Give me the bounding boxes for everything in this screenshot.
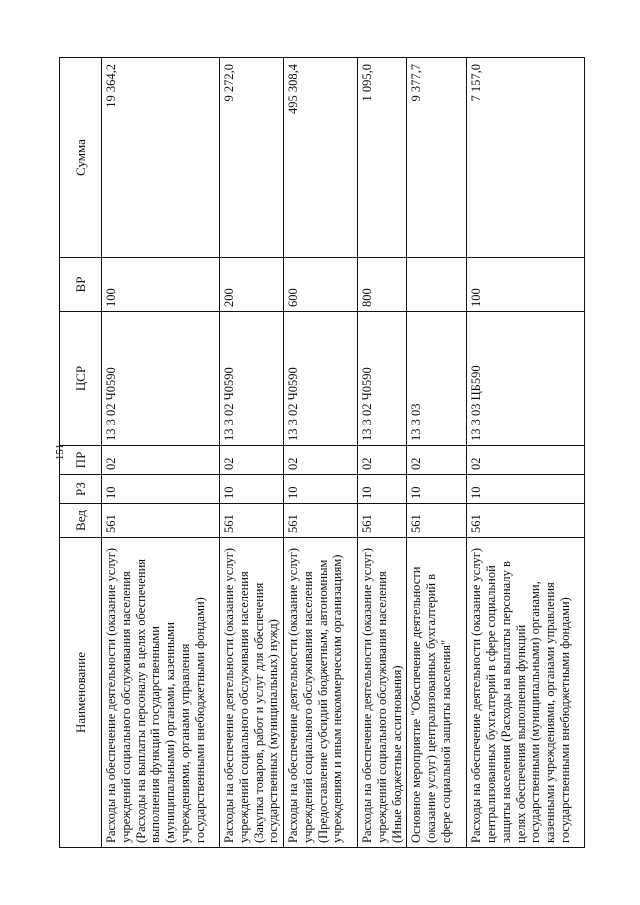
budget-table <box>59 57 585 848</box>
cell-name: Расходы на обеспечение деятельности (оказание услуг) централизованных бухгалтерий в сфере социальной защиты населения (Расходы на выплаты персоналу в целях обеспечения выполнения функций государственными (муниципальными) органами, казенными учреждениями, органами управления государственными внебюджетными фондами) <box>467 537 585 847</box>
cell-sum: 7 157,0 <box>467 57 585 257</box>
cell-ved: 561 <box>220 503 284 537</box>
cell-vr: 100 <box>467 257 585 311</box>
table-row <box>407 57 467 847</box>
cell-sum: 495 308,4 <box>284 57 358 257</box>
cell-csr: 13 3 02 Ч0590 <box>102 311 220 445</box>
cell-sum: 1 095,0 <box>358 57 407 257</box>
page-number: 151 <box>54 443 66 461</box>
rotated-table-wrapper <box>59 58 581 848</box>
table-row <box>102 57 220 847</box>
header-rz: РЗ <box>60 474 102 503</box>
cell-csr: 13 3 03 ЦБ590 <box>467 311 585 445</box>
cell-rz: 10 <box>467 474 585 503</box>
header-ved: Вед <box>60 503 102 537</box>
cell-pr: 02 <box>358 445 407 474</box>
cell-vr: 600 <box>284 257 358 311</box>
cell-rz: 10 <box>407 474 467 503</box>
header-csr: ЦСР <box>60 311 102 445</box>
cell-csr: 13 3 02 Ч0590 <box>284 311 358 445</box>
cell-rz: 10 <box>284 474 358 503</box>
cell-ved: 561 <box>467 503 585 537</box>
table-row <box>220 57 284 847</box>
cell-vr: 800 <box>358 257 407 311</box>
cell-csr: 13 3 02 Ч0590 <box>220 311 284 445</box>
cell-name: Расходы на обеспечение деятельности (оказание услуг) учреждений социального обслуживания населения (Предоставление субсидий бюджетным, автономным учреждениям и иным некоммерческим организациям) <box>284 537 358 847</box>
cell-name: Расходы на обеспечение деятельности (оказание услуг) учреждений социального обслуживания населения (Иные бюджетные ассигнования) <box>358 537 407 847</box>
cell-pr: 02 <box>407 445 467 474</box>
cell-pr: 02 <box>467 445 585 474</box>
cell-name: Расходы на обеспечение деятельности (оказание услуг) учреждений социального обслуживания населения (Расходы на выплаты персоналу в целях обеспечения выполнения функций государственными (муниципальными) органами, казенными учреждениями, органами управления государственными внебюджетными фондами) <box>102 537 220 847</box>
cell-rz: 10 <box>358 474 407 503</box>
cell-vr: 200 <box>220 257 284 311</box>
cell-sum: 9 377,7 <box>407 57 467 257</box>
cell-vr <box>407 257 467 311</box>
table-row <box>358 57 407 847</box>
cell-name: Расходы на обеспечение деятельности (оказание услуг) учреждений социального обслуживания населения (Закупка товаров, работ и услуг для обеспечения государственных (муниципальных) нужд) <box>220 537 284 847</box>
cell-csr: 13 3 03 <box>407 311 467 445</box>
header-vr: ВР <box>60 257 102 311</box>
header-sum: Сумма <box>60 57 102 257</box>
cell-pr: 02 <box>220 445 284 474</box>
cell-rz: 10 <box>102 474 220 503</box>
table-header-row <box>60 57 102 847</box>
cell-ved: 561 <box>284 503 358 537</box>
cell-rz: 10 <box>220 474 284 503</box>
cell-csr: 13 3 02 Ч0590 <box>358 311 407 445</box>
header-pr: ПР <box>60 445 102 474</box>
table-row <box>467 57 585 847</box>
cell-name: Основное мероприятие "Обеспечение деятельности (оказание услуг) централизованных бухгалтерий в сфере социальной защиты населения" <box>407 537 467 847</box>
header-name: Наименование <box>60 537 102 847</box>
cell-sum: 19 364,2 <box>102 57 220 257</box>
table-row <box>284 57 358 847</box>
cell-ved: 561 <box>358 503 407 537</box>
cell-ved: 561 <box>102 503 220 537</box>
cell-sum: 9 272,0 <box>220 57 284 257</box>
cell-ved: 561 <box>407 503 467 537</box>
cell-pr: 02 <box>284 445 358 474</box>
cell-vr: 100 <box>102 257 220 311</box>
cell-pr: 02 <box>102 445 220 474</box>
